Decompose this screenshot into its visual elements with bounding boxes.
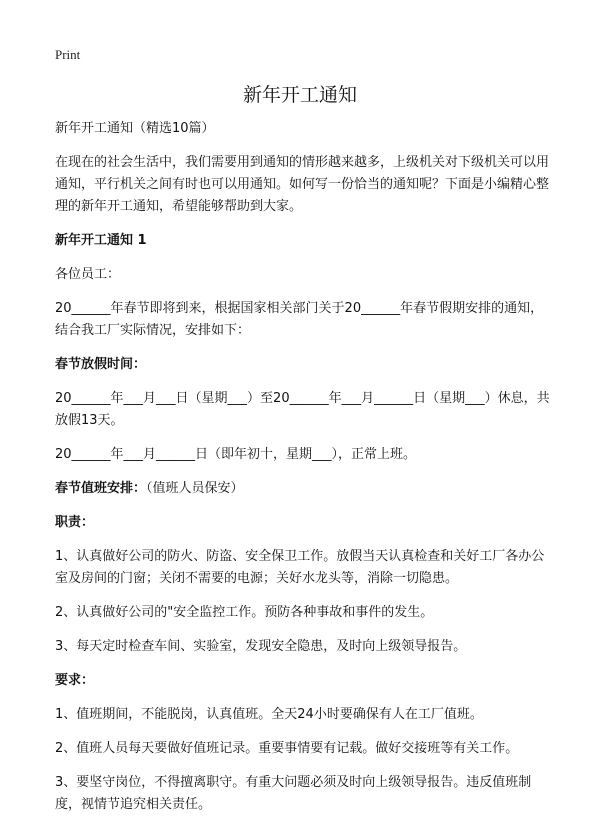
- requirement-heading: 要求：: [55, 673, 95, 688]
- responsibility-item: 2、认真做好公司的"安全监控工作。预防各种事故和事件的发生。: [55, 605, 434, 620]
- requirement-item: 1、值班期间，不能脱岗，认真值班。全天24小时要确保有人在工厂值班。: [55, 707, 483, 722]
- holiday-heading: 春节放假时间：: [55, 357, 147, 372]
- duty-heading: [55, 478, 550, 500]
- section-heading: 新年开工通知 1: [55, 233, 147, 248]
- requirement-item: 3、要坚守岗位，不得擅离职守。有重大问题必须及时向上级领导报告。违反值班制度，视情节追究相关责任。: [55, 775, 532, 812]
- duty-note: （值班人员保安）: [146, 481, 244, 496]
- responsibility-heading: 职责：: [55, 515, 95, 530]
- holiday-line: 20______年___月___日（星期___）至20______年___月______日（星期___）休息，共放假13天。: [55, 391, 550, 428]
- responsibility-item: 3、每天定时检查车间、实验室，发现安全隐患，及时向上级领导报告。: [55, 639, 467, 654]
- intro-paragraph: 在现在的社会生活中，我们需要用到通知的情形越来越多，上级机关对下级机关可以用通知，平行机关之间有时也可以用通知。如何写一份恰当的通知呢？下面是小编精心整理的新年开工通知，希望能够帮助到大家。: [55, 155, 550, 214]
- requirement-item: 2、值班人员每天要做好值班记录。重要事情要有记载。做好交接班等有关工作。: [55, 741, 519, 756]
- workday-line: 20______年___月______日（即年初十，星期___），正常上班。: [55, 447, 417, 462]
- document-title: 新年开工通知: [242, 84, 357, 106]
- responsibility-item: 1、认真做好公司的防火、防盗、安全保卫工作。放假当天认真检查和关好工厂各办公室及房间的门窗；关闭不需要的电源；关好水龙头等，消除一切隐患。: [55, 549, 545, 586]
- notice-paragraph: 20______年春节即将到来，根据国家相关部门关于20______年春节假期安排的通知，结合我工厂实际情况，安排如下：: [55, 301, 544, 338]
- duty-heading-label: 春节值班安排：: [55, 481, 147, 496]
- print-link[interactable]: Print: [55, 47, 81, 62]
- document-body: [55, 118, 550, 828]
- document-subtitle: 新年开工通知（精选10篇）: [55, 121, 215, 136]
- greeting: 各位员工：: [55, 267, 121, 282]
